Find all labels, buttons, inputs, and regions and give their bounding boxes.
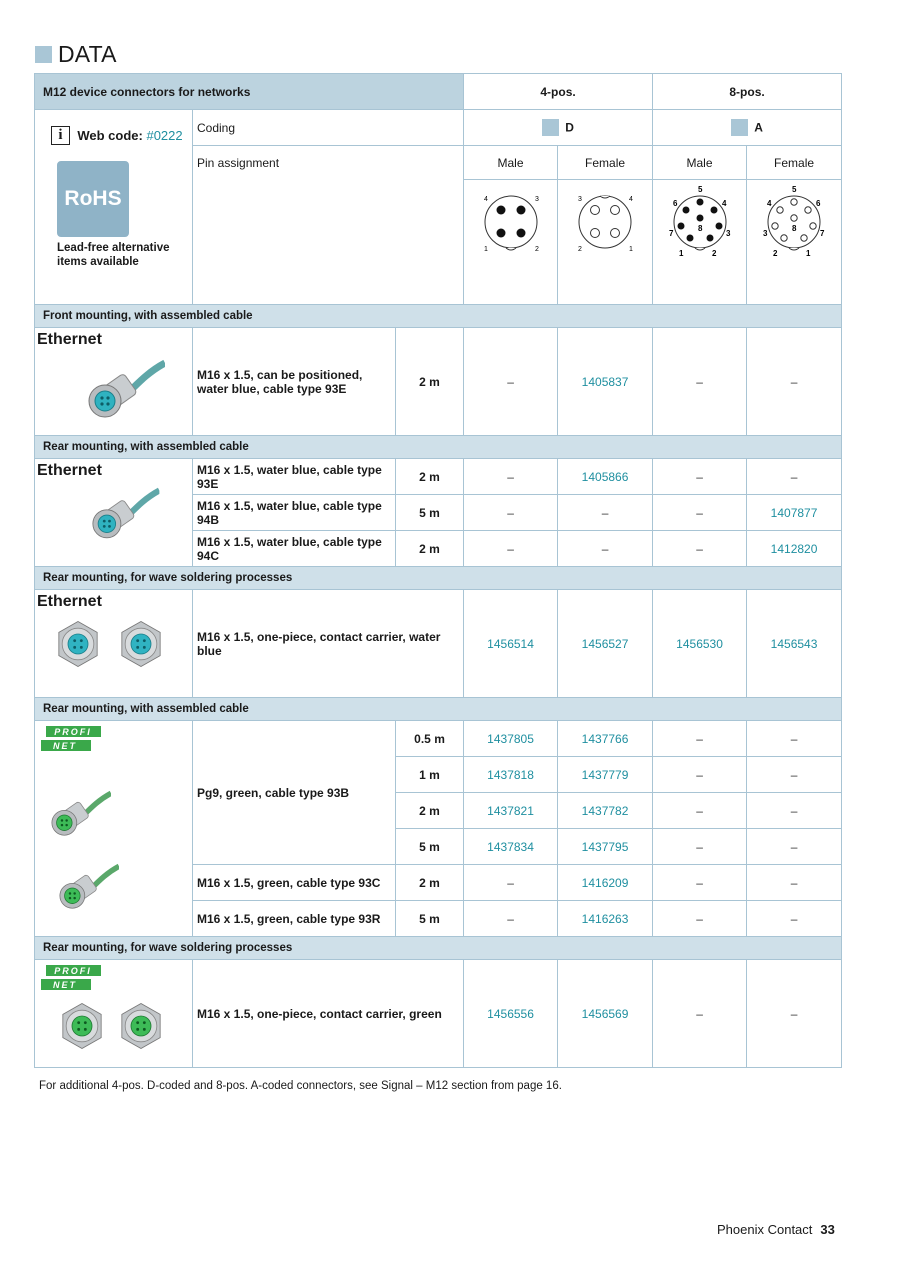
- flange-green-icon: [116, 1001, 166, 1051]
- pin-label: 4: [483, 196, 488, 203]
- order-number[interactable]: 1437766: [558, 721, 653, 757]
- cable-length: 5 m: [396, 901, 464, 937]
- page-number: 33: [820, 1222, 835, 1237]
- category-label: Ethernet: [37, 331, 102, 348]
- order-number[interactable]: 1456543: [747, 590, 842, 698]
- order-number[interactable]: 1456556: [464, 960, 558, 1068]
- pin-a-female-icon: [749, 180, 839, 260]
- order-cell: –: [747, 960, 842, 1068]
- pin-label: 4: [767, 199, 772, 208]
- order-number[interactable]: 1416209: [558, 865, 653, 901]
- coding-a-label: A: [754, 120, 763, 135]
- order-number[interactable]: 1437782: [558, 793, 653, 829]
- pin-a-male-cell: [653, 180, 747, 305]
- order-cell: –: [653, 960, 747, 1068]
- section-heading: [35, 40, 117, 68]
- order-cell: –: [653, 901, 747, 937]
- section-header: Rear mounting, with assembled cable: [35, 436, 842, 459]
- order-number[interactable]: 1407877: [747, 495, 842, 531]
- section-header-row: [35, 436, 842, 459]
- product-image-cell: [35, 459, 193, 567]
- connector-blue-icon: [75, 480, 165, 550]
- pin-label: 3: [725, 229, 730, 238]
- order-number[interactable]: 1456569: [558, 960, 653, 1068]
- coding-4pos: [464, 110, 653, 146]
- pin-label: 3: [534, 196, 539, 203]
- order-cell: –: [464, 459, 558, 495]
- male-4pos-label: Male: [464, 146, 558, 180]
- table-row: [35, 960, 842, 1068]
- pin-label: 1: [629, 246, 633, 253]
- svg-text:PROFI: PROFI: [54, 727, 92, 737]
- section-header: Front mounting, with assembled cable: [35, 305, 842, 328]
- svg-text:PROFI: PROFI: [54, 966, 92, 976]
- order-cell: –: [558, 495, 653, 531]
- pin-label: 2: [578, 246, 582, 253]
- cable-length: 1 m: [396, 757, 464, 793]
- order-number[interactable]: 1456527: [558, 590, 653, 698]
- order-cell: –: [558, 531, 653, 567]
- coding-label: Coding: [193, 110, 464, 146]
- order-cell: –: [464, 531, 558, 567]
- order-cell: –: [653, 495, 747, 531]
- cable-length: 0.5 m: [396, 721, 464, 757]
- table-header-row: [35, 74, 842, 110]
- order-number[interactable]: 1405837: [558, 328, 653, 436]
- flange-blue-icon: [116, 619, 166, 669]
- lead-free-note: Lead-free alternative items available: [57, 242, 170, 268]
- cable-length: 2 m: [396, 865, 464, 901]
- pin-label: 2: [534, 246, 539, 253]
- pin-d-male-icon: [466, 180, 556, 260]
- order-cell: –: [653, 829, 747, 865]
- order-cell: –: [747, 901, 842, 937]
- product-table: [34, 73, 842, 1068]
- product-description: M16 x 1.5, one-piece, contact carrier, green: [193, 960, 464, 1068]
- order-cell: –: [747, 757, 842, 793]
- product-description: Pg9, green, cable type 93B: [193, 721, 396, 865]
- table-title: M12 device connectors for networks: [35, 74, 464, 110]
- order-number[interactable]: 1405866: [558, 459, 653, 495]
- order-number[interactable]: 1437818: [464, 757, 558, 793]
- order-number[interactable]: 1456514: [464, 590, 558, 698]
- order-cell: –: [747, 721, 842, 757]
- connector-green-icon: [49, 853, 119, 923]
- pin-label: 3: [578, 196, 582, 203]
- flange-green-icon: [57, 1001, 107, 1051]
- page-footer: [717, 1222, 835, 1237]
- heading-text: DATA: [58, 40, 117, 67]
- pin-label: 5: [697, 185, 702, 194]
- product-description: M16 x 1.5, one-piece, contact carrier, water blue: [193, 590, 464, 698]
- order-cell: –: [747, 793, 842, 829]
- coding-d-label: D: [565, 120, 574, 135]
- product-description: M16 x 1.5, green, cable type 93C: [193, 865, 396, 901]
- product-description: M16 x 1.5, water blue, cable type 93E: [193, 459, 396, 495]
- order-cell: –: [653, 459, 747, 495]
- order-number[interactable]: 1437795: [558, 829, 653, 865]
- pin-label: 8: [697, 224, 702, 233]
- connector-green-icon: [41, 780, 111, 850]
- svg-text:NET: NET: [53, 741, 77, 751]
- female-4pos-label: Female: [558, 146, 653, 180]
- product-image-cell: [35, 721, 193, 937]
- female-8pos-label: Female: [747, 146, 842, 180]
- pin-label: 5: [792, 185, 797, 194]
- order-cell: –: [747, 328, 842, 436]
- profinet-logo-icon: [41, 964, 103, 992]
- order-cell: –: [653, 721, 747, 757]
- order-number[interactable]: 1456530: [653, 590, 747, 698]
- order-cell: –: [464, 865, 558, 901]
- order-cell: –: [747, 829, 842, 865]
- table-row: [35, 590, 842, 698]
- pin-label: 3: [763, 229, 768, 238]
- male-8pos-label: Male: [653, 146, 747, 180]
- product-description: M16 x 1.5, green, cable type 93R: [193, 901, 396, 937]
- coding-a-square-icon: [731, 119, 748, 136]
- info-icon: i: [51, 126, 70, 145]
- cable-length: 2 m: [396, 459, 464, 495]
- pin-assignment-label: Pin assignment: [193, 146, 464, 305]
- order-number[interactable]: 1437805: [464, 721, 558, 757]
- pin-a-male-icon: [655, 180, 745, 260]
- order-number[interactable]: 1437779: [558, 757, 653, 793]
- coding-8pos: [653, 110, 842, 146]
- product-description: M16 x 1.5, water blue, cable type 94B: [193, 495, 396, 531]
- pin-label: 2: [773, 249, 778, 258]
- pin-label: 1: [678, 249, 683, 258]
- pin-label: 2: [711, 249, 716, 258]
- cable-length: 2 m: [396, 328, 464, 436]
- header-4pos: 4-pos.: [464, 74, 653, 110]
- order-cell: –: [464, 901, 558, 937]
- table-row: [35, 459, 842, 495]
- header-8pos: 8-pos.: [653, 74, 842, 110]
- section-header-row: [35, 305, 842, 328]
- order-cell: –: [747, 865, 842, 901]
- pin-label: 8: [792, 224, 797, 233]
- coding-d-square-icon: [542, 119, 559, 136]
- category-label: Ethernet: [37, 462, 102, 479]
- cable-length: 5 m: [396, 829, 464, 865]
- connector-blue-icon: [75, 351, 165, 431]
- pin-d-male-cell: [464, 180, 558, 305]
- pin-label: 4: [721, 199, 726, 208]
- order-cell: –: [653, 531, 747, 567]
- section-header-row: [35, 698, 842, 721]
- heading-square-icon: [35, 46, 52, 63]
- web-code-link[interactable]: #0222: [146, 128, 183, 143]
- order-cell: –: [653, 865, 747, 901]
- pin-label: 4: [629, 196, 633, 203]
- pin-a-female-cell: [747, 180, 842, 305]
- pin-label: 1: [483, 246, 488, 253]
- section-header-row: [35, 937, 842, 960]
- cable-length: 5 m: [396, 495, 464, 531]
- product-image-cell: [35, 328, 193, 436]
- info-cell: [35, 110, 193, 305]
- rohs-logo: RoHS: [57, 161, 129, 237]
- order-cell: –: [653, 793, 747, 829]
- order-number[interactable]: 1437821: [464, 793, 558, 829]
- footnote: For additional 4-pos. D-coded and 8-pos. A-coded connectors, see Signal – M12 section from page 16.: [39, 1080, 562, 1092]
- order-cell: –: [653, 328, 747, 436]
- product-image-cell: [35, 960, 193, 1068]
- cable-length: 2 m: [396, 793, 464, 829]
- pin-label: 1: [806, 249, 811, 258]
- order-cell: –: [464, 495, 558, 531]
- table-row: [35, 328, 842, 436]
- web-code-label: Web code:: [77, 128, 143, 143]
- order-number[interactable]: 1416263: [558, 901, 653, 937]
- flange-blue-icon: [53, 619, 103, 669]
- table-row: [35, 721, 842, 757]
- section-header-row: [35, 567, 842, 590]
- profinet-logo-icon: [41, 725, 103, 753]
- pin-label: 6: [816, 199, 821, 208]
- pin-label: 7: [668, 229, 673, 238]
- section-header: Rear mounting, for wave soldering processes: [35, 567, 842, 590]
- category-label: Ethernet: [37, 593, 102, 610]
- footer-company: Phoenix Contact: [717, 1222, 813, 1237]
- coding-row: [35, 110, 842, 146]
- section-header: Rear mounting, for wave soldering processes: [35, 937, 842, 960]
- order-cell: –: [653, 757, 747, 793]
- svg-text:NET: NET: [53, 980, 77, 990]
- order-number[interactable]: 1437834: [464, 829, 558, 865]
- order-cell: –: [464, 328, 558, 436]
- pin-label: 6: [672, 199, 677, 208]
- order-number[interactable]: 1412820: [747, 531, 842, 567]
- pin-d-female-icon: [560, 180, 650, 260]
- order-cell: –: [747, 459, 842, 495]
- product-description: M16 x 1.5, can be positioned, water blue, cable type 93E: [193, 328, 396, 436]
- cable-length: 2 m: [396, 531, 464, 567]
- product-image-cell: [35, 590, 193, 698]
- web-code: [77, 128, 182, 143]
- pin-label: 7: [820, 229, 825, 238]
- section-header: Rear mounting, with assembled cable: [35, 698, 842, 721]
- pin-d-female-cell: [558, 180, 653, 305]
- product-description: M16 x 1.5, water blue, cable type 94C: [193, 531, 396, 567]
